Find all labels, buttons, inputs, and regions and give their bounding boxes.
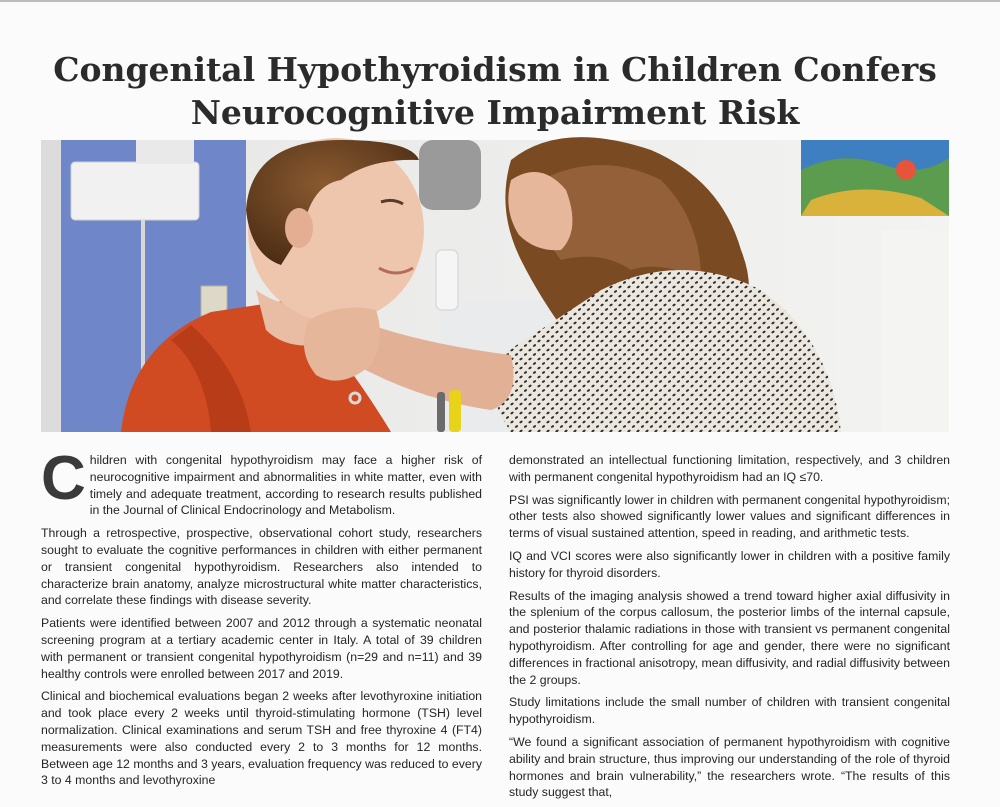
paragraph: IQ and VCI scores were also significantly lower in children with a positive family history for thyroid disorders. <box>509 548 950 580</box>
paragraph: “We found a significant association of permanent hypothyroidism with cognitive ability and brain structure, thus improving our understanding of the role of thyroid hormones and brain vulnerability,” the researchers wrote. “The results of this study suggest that, <box>509 734 950 800</box>
article-photo <box>41 140 949 432</box>
left-column <box>41 444 482 795</box>
paragraph-text: hildren with congenital hypothyroidism may face a higher risk of neurocognitive impairment and abnormalities in white matter, even with timely and adequate treatment, according to research results published in the Journal of Clinical Endocrinology and Metabolism. <box>89 453 482 518</box>
article-headline <box>40 48 950 134</box>
drop-cap: C <box>41 444 86 513</box>
paragraph: Through a retrospective, prospective, observational cohort study, researchers sought to evaluate the cognitive performances in children with either permanent or transient congenital hypothyroidism. Researchers also intended to characterize brain anatomy, analyze microstructural white matter characteristics, and correlate these findings with disease severity. <box>41 526 482 608</box>
right-column <box>509 452 950 807</box>
paragraph: Patients were identified between 2007 and 2012 through a systematic neonatal screening program at a tertiary academic center in Italy. A total of 39 children with permanent or transient congenital hypothyroidism (n=29 and n=11) and 39 healthy controls were enrolled between 2017 and 2019. <box>41 616 482 681</box>
article-body <box>41 444 951 800</box>
paragraph: Clinical and biochemical evaluations began 2 weeks after levothyroxine initiation and took place every 2 weeks until thyroid-stimulating hormone (TSH) level normalization. Clinical examinations and serum TSH and free thyroxine 4 (FT4) measurements were also conducted every 2 to 3 months for 12 months. Between age 12 months and 3 years, evaluation frequency was reduced to every 3 to 4 months and levothyroxine <box>41 689 482 788</box>
paragraph: Study limitations include the small number of children with transient congenital hypothyroidism. <box>509 695 950 727</box>
top-rule <box>0 0 1000 2</box>
paragraph <box>41 444 482 519</box>
headline-line-2: Neurocognitive Impairment Risk <box>190 93 800 132</box>
paragraph: demonstrated an intellectual functioning limitation, respectively, and 3 children with permanent congenital hypothyroidism had an IQ ≤70. <box>509 453 950 484</box>
headline-line-1: Congenital Hypothyroidism in Children Confers <box>53 50 937 89</box>
paragraph: Results of the imaging analysis showed a trend toward higher axial diffusivity in the splenium of the corpus callosum, the posterior limbs of the internal capsule, and posterior thalamic radiations in those with transient vs permanent congenital hypothyroidism. After controlling for age and gender, there were no significant differences in fractional anisotropy, mean diffusivity, and radial diffusivity between the 2 groups. <box>509 588 950 687</box>
paragraph: PSI was significantly lower in children with permanent congenital hypothyroidism; other tests also showed significantly lower values and significant differences in terms of visual sustained attention, speed in reading, and arithmetic tests. <box>509 492 950 541</box>
